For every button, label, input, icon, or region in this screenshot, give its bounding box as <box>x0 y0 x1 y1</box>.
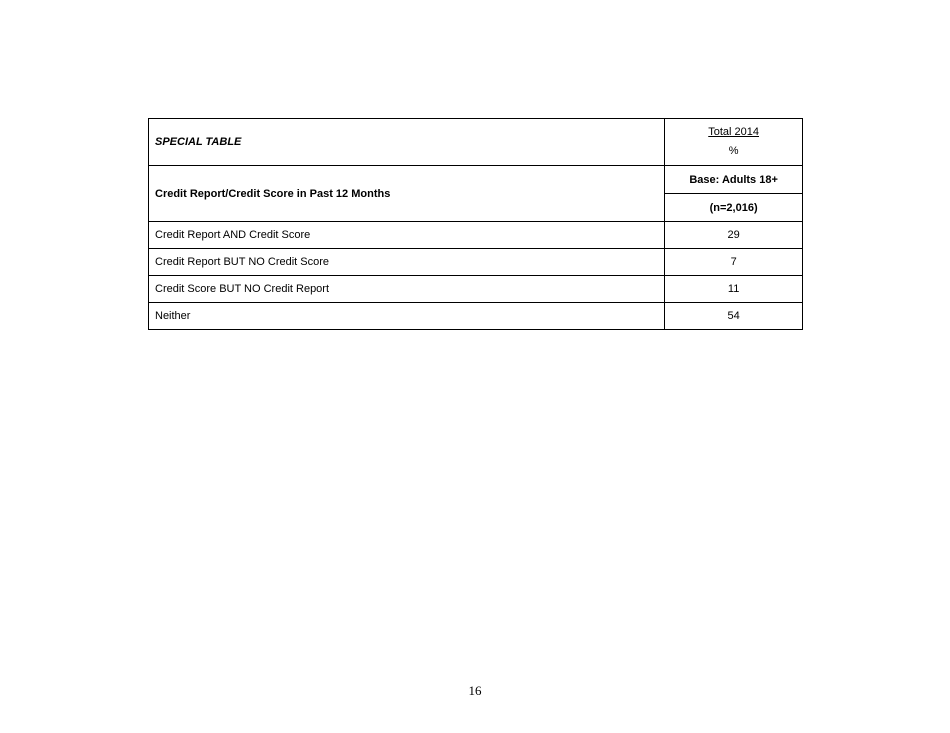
table-row <box>149 249 803 276</box>
table-row <box>149 222 803 249</box>
data-table <box>148 118 803 330</box>
sample-size: (n=2,016) <box>665 194 803 222</box>
row-label: Credit Report BUT NO Credit Score <box>149 249 665 276</box>
row-label: Credit Score BUT NO Credit Report <box>149 276 665 303</box>
table-title: SPECIAL TABLE <box>149 119 665 166</box>
row-value: 11 <box>665 276 803 303</box>
table-title-row <box>149 119 803 166</box>
column-header-unit: % <box>728 145 739 157</box>
row-label: Credit Report AND Credit Score <box>149 222 665 249</box>
table-subheading: Credit Report/Credit Score in Past 12 Months <box>149 166 665 222</box>
column-header <box>665 119 803 166</box>
row-label: Neither <box>149 303 665 330</box>
column-header-label: Total 2014 <box>708 126 759 138</box>
page-number: 16 <box>468 683 482 698</box>
row-value: 7 <box>665 249 803 276</box>
table-row <box>149 276 803 303</box>
base-label: Base: Adults 18+ <box>665 166 803 194</box>
row-value: 54 <box>665 303 803 330</box>
subheading-row <box>149 166 803 194</box>
table-row <box>149 303 803 330</box>
row-value: 29 <box>665 222 803 249</box>
